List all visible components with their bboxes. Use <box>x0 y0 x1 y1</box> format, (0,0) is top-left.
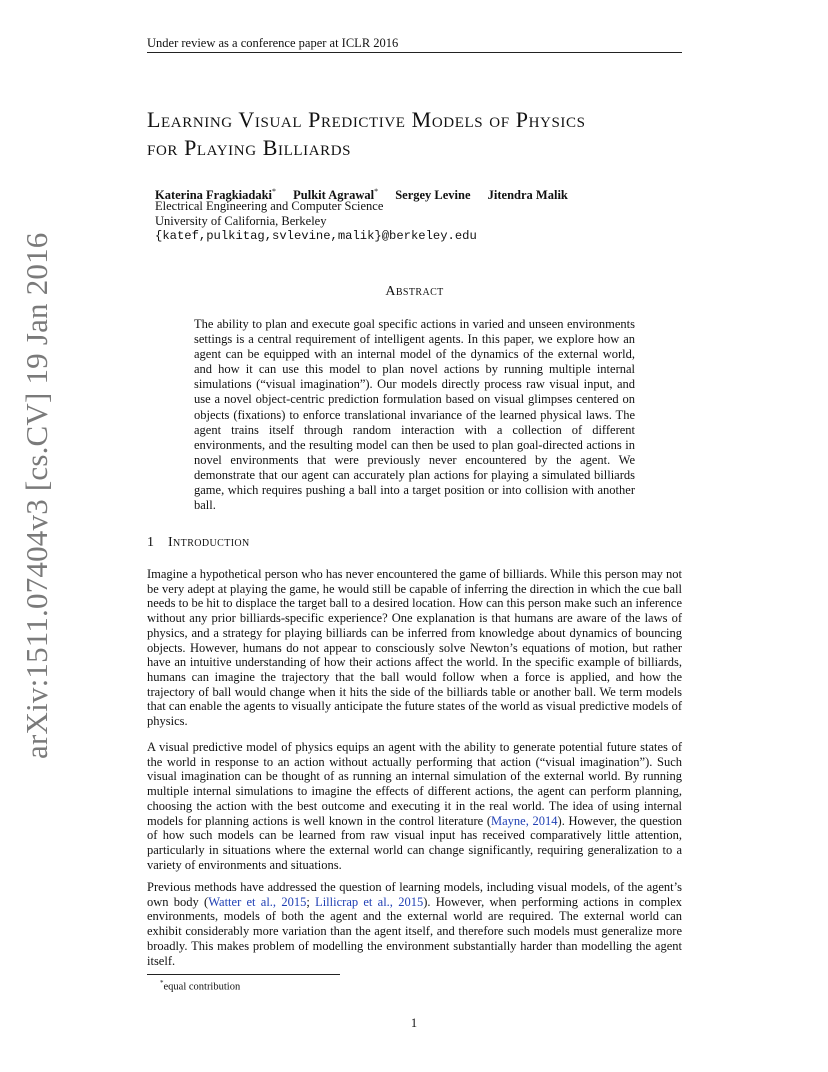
author-2-name: Pulkit Agrawal <box>293 188 375 203</box>
intro-paragraph-2-text-a: A visual predictive model of physics equips an agent with the ability to generate potential future states of the world in response to an action without actually performing that action (“visual imagination”). Such visual imagination can be thought of as running an internal simulation of the external world. By running multiple internal simulations to imagine the effects of different actions, the agent can perform planning, choosing the action with the best outcome and executing it in the real world. The idea of using internal models for planning actions is well known in the control literature ( <box>147 740 682 828</box>
abstract-text: The ability to plan and execute goal specific actions in varied and unseen environments settings is a central requirement of intelligent agents. In this paper, we explore how an agent can be equipped with an internal model of the dynamics of the external world, and how it can use this model to plan novel actions by running multiple internal simulations (“visual imagination”). Our models directly process raw visual input, and use a novel object-centric prediction formulation based on visual glimpses centered on objects (fixations) to enforce translational invariance of the learned physical laws. The agent trains itself through random interaction with a collection of different environments, and the resulting model can then be used to plan goal-directed actions in novel environments that were previously never encountered by the agent. We demonstrate that our agent can accurately plan actions for playing a simulated billiards game, which requires pushing a ball into a target position or into collision with another ball. <box>194 317 635 513</box>
footnote <box>160 977 240 994</box>
author-1-name: Katerina Fragkiadaki <box>155 188 273 203</box>
section-1-number: 1 <box>147 535 154 550</box>
intro-paragraph-1: Imagine a hypothetical person who has never encountered the game of billiards. While this person may not be very adept at playing the game, he would still be capable of inferring the direction in which the cue ball needs to be hit to displace the target ball to a desired location. How can this person make such an inference without any prior billiards-specific experience? One explanation is that humans are aware of the laws of physics, and a strategy for playing billiards can be inferred from knowledge about dynamics of bouncing objects. However, humans do not appear to consciously solve Newton’s equations of motion, but rather have an intuitive understanding of how their actions affect the world. In the specific example of billiards, humans can imagine the trajectory that the ball would follow when a force is applied, and how the trajectory of ball would change when it hits the side of the billiards table or another ball. We term models that can enable the agents to visually anticipate the future states of the world as visual predictive models of physics. <box>147 567 682 729</box>
author-4-name: Jitendra Malik <box>487 188 568 203</box>
intro-paragraph-3-text-a: Previous methods have addressed the question of learning models, including visual models, of the agent’s own body ( <box>147 880 682 909</box>
intro-paragraph-2-text-b: ). However, the question of how such models can be learned from raw visual input has received comparatively little attention, particularly in situations where the external world can change significantly, requiring generalization to a variety of environments and situations. <box>147 813 682 872</box>
arxiv-identifier-sidebar: arXiv:1511.07404v3 [cs.CV] 19 Jan 2016 <box>19 232 54 759</box>
author-3 <box>395 188 470 202</box>
intro-paragraph-3 <box>147 880 682 968</box>
paper-title <box>147 106 707 162</box>
title-line-1: Learning Visual Predictive Models of Physics <box>147 107 586 132</box>
page-number: 1 <box>410 1016 418 1030</box>
author-department: Electrical Engineering and Computer Science <box>155 199 384 213</box>
title-line-2: for Playing Billiards <box>147 135 352 160</box>
author-1-mark: * <box>272 187 277 196</box>
footnote-text: equal contribution <box>163 981 241 993</box>
author-4 <box>488 188 568 202</box>
author-3-name: Sergey Levine <box>395 188 471 203</box>
citation-watter-2015[interactable]: Watter et al., 2015 <box>208 894 307 909</box>
citation-lillicrap-2015[interactable]: Lillicrap et al., 2015 <box>315 894 424 909</box>
section-1-title: Introduction <box>168 535 250 550</box>
author-university: University of California, Berkeley <box>155 214 327 228</box>
conference-header: Under review as a conference paper at ICLR 2016 <box>147 36 399 50</box>
section-1-heading <box>147 535 250 551</box>
intro-paragraph-3-text-b: ). However, when performing actions in complex environments, models of both the agent and the external world are required. The external world can exhibit considerably more variation than the agent itself, and therefore such models must generalize more broadly. This makes problem of modelling the environment substantially harder than modelling the agent itself. <box>147 894 682 968</box>
citation-mayne-2014[interactable]: Mayne, 2014 <box>491 813 558 828</box>
footnote-mark: * <box>160 979 164 987</box>
author-2-mark: * <box>374 187 379 196</box>
abstract-heading: Abstract <box>385 284 444 299</box>
intro-paragraph-2 <box>147 740 682 872</box>
header-rule <box>147 52 682 53</box>
citation-separator: ; <box>306 894 316 909</box>
author-emails: {katef,pulkitag,svlevine,malik}@berkeley.edu <box>155 229 477 243</box>
footnote-rule <box>147 974 340 975</box>
